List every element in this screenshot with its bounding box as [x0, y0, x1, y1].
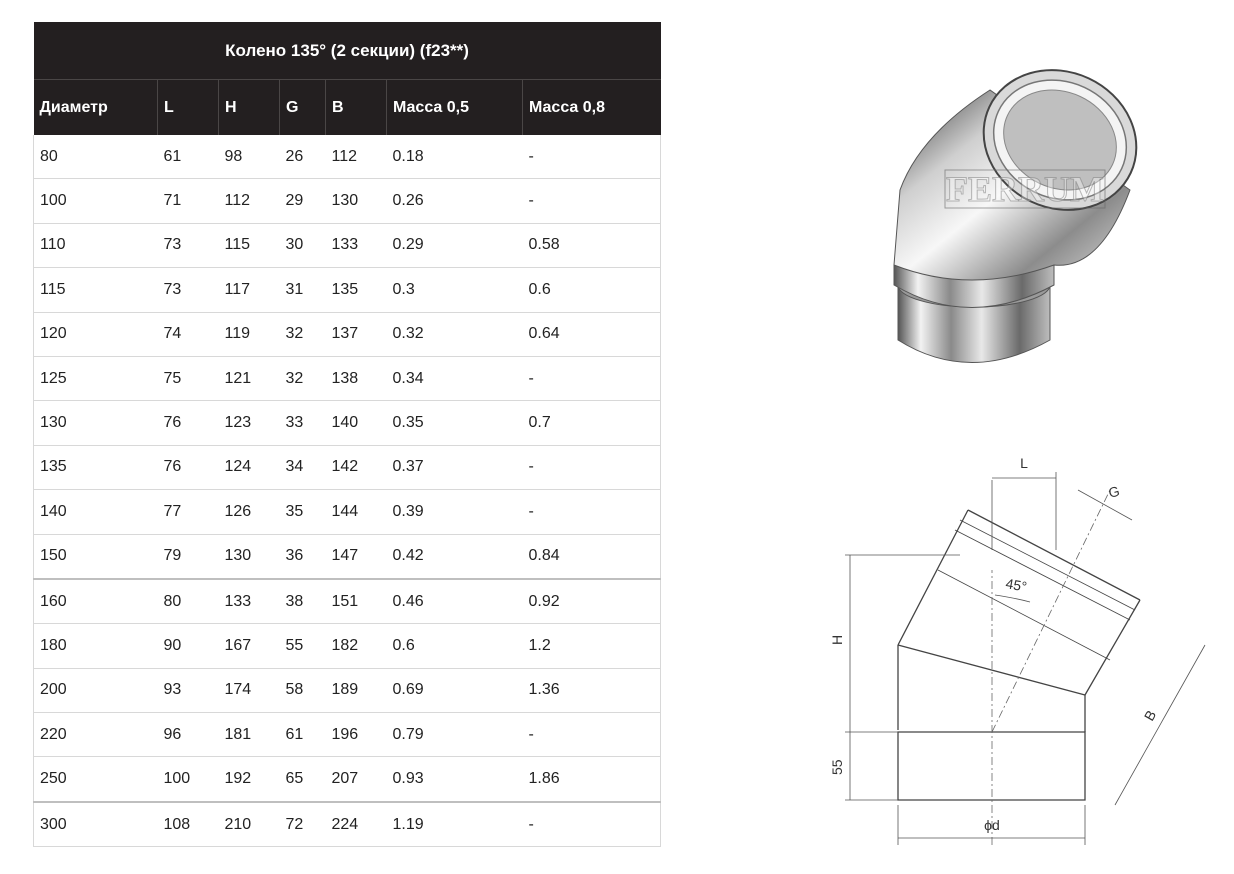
- column-header-g: G: [280, 80, 326, 136]
- table-cell: 210: [219, 802, 280, 847]
- table-cell: 75: [158, 356, 219, 400]
- table-cell: 100: [158, 757, 219, 802]
- table-cell: 200: [34, 668, 158, 712]
- table-cell: 61: [280, 713, 326, 757]
- table-cell: 0.7: [523, 401, 661, 445]
- table-cell: 0.79: [387, 713, 523, 757]
- table-cell: 160: [34, 579, 158, 624]
- dim-label-angle: 45°: [1004, 575, 1029, 595]
- column-header-mass-05: Масса 0,5: [387, 80, 523, 136]
- table-cell: 147: [326, 534, 387, 579]
- dim-label-55: 55: [829, 759, 845, 775]
- table-cell: 167: [219, 624, 280, 668]
- table-cell: 180: [34, 624, 158, 668]
- table-cell: 121: [219, 356, 280, 400]
- table-row: [34, 356, 661, 400]
- table-cell: 112: [326, 135, 387, 179]
- table-cell: 196: [326, 713, 387, 757]
- dim-label-diameter: ϕd: [984, 817, 1000, 833]
- table-cell: 30: [280, 223, 326, 267]
- table-cell: 29: [280, 179, 326, 223]
- table-cell: 140: [34, 490, 158, 534]
- table-cell: 80: [158, 579, 219, 624]
- brand-watermark: FERRUM: [946, 169, 1104, 209]
- table-cell: 55: [280, 624, 326, 668]
- table-cell: 110: [34, 223, 158, 267]
- table-cell: 174: [219, 668, 280, 712]
- table-cell: 0.6: [387, 624, 523, 668]
- table-cell: 0.64: [523, 312, 661, 356]
- table-cell: 0.69: [387, 668, 523, 712]
- table-cell: 124: [219, 445, 280, 489]
- table-cell: 35: [280, 490, 326, 534]
- table-row: [34, 445, 661, 489]
- table-row: [34, 713, 661, 757]
- table-cell: 0.84: [523, 534, 661, 579]
- table-cell: 80: [34, 135, 158, 179]
- table-cell: 189: [326, 668, 387, 712]
- table-cell: -: [523, 135, 661, 179]
- table-cell: -: [523, 802, 661, 847]
- table-cell: 58: [280, 668, 326, 712]
- table-cell: 140: [326, 401, 387, 445]
- table-cell: 135: [34, 445, 158, 489]
- table-cell: 31: [280, 268, 326, 312]
- column-header-b: B: [326, 80, 387, 136]
- table-body: [34, 135, 661, 847]
- table-row: [34, 312, 661, 356]
- table-cell: 96: [158, 713, 219, 757]
- table-cell: 133: [219, 579, 280, 624]
- table-header-row: [34, 80, 661, 136]
- table-cell: 36: [280, 534, 326, 579]
- table-cell: 142: [326, 445, 387, 489]
- table-cell: 300: [34, 802, 158, 847]
- table-title-row: [34, 22, 661, 80]
- table-cell: 224: [326, 802, 387, 847]
- table-cell: 220: [34, 713, 158, 757]
- table-cell: 1.86: [523, 757, 661, 802]
- table-cell: 150: [34, 534, 158, 579]
- table-cell: 65: [280, 757, 326, 802]
- table-row: [34, 490, 661, 534]
- dim-label-h: H: [829, 634, 845, 645]
- table-cell: 137: [326, 312, 387, 356]
- table-cell: 79: [158, 534, 219, 579]
- table-cell: 207: [326, 757, 387, 802]
- spec-table: [33, 22, 661, 847]
- table-title: Колено 135° (2 секции) (f23**): [34, 22, 661, 80]
- table-row: [34, 223, 661, 267]
- table-cell: 26: [280, 135, 326, 179]
- table-cell: 93: [158, 668, 219, 712]
- table-cell: -: [523, 713, 661, 757]
- spec-table-container: [33, 22, 660, 847]
- table-cell: 123: [219, 401, 280, 445]
- table-cell: 34: [280, 445, 326, 489]
- table-cell: 71: [158, 179, 219, 223]
- table-cell: 74: [158, 312, 219, 356]
- table-cell: 120: [34, 312, 158, 356]
- table-cell: 135: [326, 268, 387, 312]
- table-row: [34, 802, 661, 847]
- table-cell: 112: [219, 179, 280, 223]
- table-cell: 192: [219, 757, 280, 802]
- table-cell: 1.36: [523, 668, 661, 712]
- table-cell: 130: [219, 534, 280, 579]
- table-row: [34, 179, 661, 223]
- table-cell: 115: [34, 268, 158, 312]
- dim-label-b: B: [1140, 707, 1160, 724]
- table-cell: -: [523, 356, 661, 400]
- table-row: [34, 401, 661, 445]
- table-cell: -: [523, 445, 661, 489]
- column-header-l: L: [158, 80, 219, 136]
- table-cell: 38: [280, 579, 326, 624]
- dim-label-g: G: [1106, 482, 1122, 501]
- table-cell: 0.32: [387, 312, 523, 356]
- table-cell: 33: [280, 401, 326, 445]
- table-cell: 77: [158, 490, 219, 534]
- column-header-diameter: Диаметр: [34, 80, 158, 136]
- table-cell: 182: [326, 624, 387, 668]
- table-cell: 144: [326, 490, 387, 534]
- table-cell: 32: [280, 356, 326, 400]
- table-row: [34, 757, 661, 802]
- table-cell: 72: [280, 802, 326, 847]
- table-cell: 0.92: [523, 579, 661, 624]
- column-header-h: H: [219, 80, 280, 136]
- table-cell: 61: [158, 135, 219, 179]
- table-cell: 126: [219, 490, 280, 534]
- table-cell: 130: [326, 179, 387, 223]
- table-cell: 0.42: [387, 534, 523, 579]
- table-row: [34, 668, 661, 712]
- table-cell: 0.26: [387, 179, 523, 223]
- table-cell: 1.19: [387, 802, 523, 847]
- table-cell: 108: [158, 802, 219, 847]
- table-cell: 0.29: [387, 223, 523, 267]
- table-row: [34, 624, 661, 668]
- table-cell: 76: [158, 445, 219, 489]
- table-cell: 117: [219, 268, 280, 312]
- table-cell: 90: [158, 624, 219, 668]
- table-row: [34, 268, 661, 312]
- table-cell: 138: [326, 356, 387, 400]
- table-cell: 0.58: [523, 223, 661, 267]
- table-cell: 181: [219, 713, 280, 757]
- table-cell: 76: [158, 401, 219, 445]
- table-cell: 0.34: [387, 356, 523, 400]
- table-cell: 115: [219, 223, 280, 267]
- table-cell: 125: [34, 356, 158, 400]
- table-cell: 98: [219, 135, 280, 179]
- elbow-photo: [880, 40, 1160, 390]
- table-cell: 133: [326, 223, 387, 267]
- table-row: [34, 579, 661, 624]
- table-cell: 130: [34, 401, 158, 445]
- table-cell: 151: [326, 579, 387, 624]
- table-cell: 100: [34, 179, 158, 223]
- table-cell: 0.46: [387, 579, 523, 624]
- table-cell: -: [523, 179, 661, 223]
- table-cell: -: [523, 490, 661, 534]
- table-cell: 0.35: [387, 401, 523, 445]
- table-cell: 0.37: [387, 445, 523, 489]
- table-cell: 250: [34, 757, 158, 802]
- table-cell: 73: [158, 223, 219, 267]
- table-cell: 0.3: [387, 268, 523, 312]
- column-header-mass-08: Масса 0,8: [523, 80, 661, 136]
- table-row: [34, 135, 661, 179]
- table-cell: 1.2: [523, 624, 661, 668]
- table-cell: 0.18: [387, 135, 523, 179]
- table-cell: 0.93: [387, 757, 523, 802]
- table-cell: 119: [219, 312, 280, 356]
- table-cell: 0.6: [523, 268, 661, 312]
- dim-label-l: L: [1020, 455, 1028, 471]
- table-row: [34, 534, 661, 579]
- table-cell: 32: [280, 312, 326, 356]
- technical-drawing: [820, 450, 1220, 860]
- table-cell: 73: [158, 268, 219, 312]
- table-cell: 0.39: [387, 490, 523, 534]
